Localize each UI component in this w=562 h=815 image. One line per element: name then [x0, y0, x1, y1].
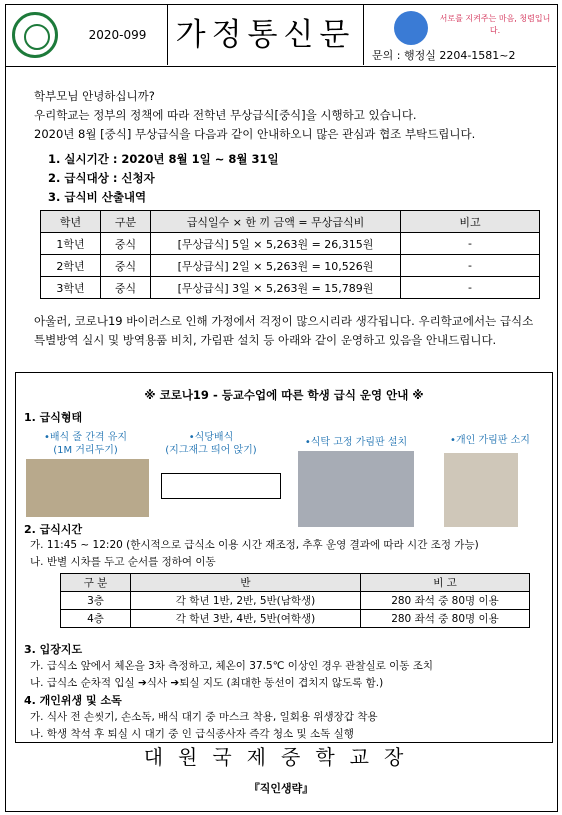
integrity-emblem-icon — [394, 11, 428, 45]
seating-diagram — [161, 473, 281, 499]
table-row: 2학년 중식 [무상급식] 2일 × 5,263원 = 10,526원 - — [41, 255, 540, 277]
table-row: 3학년 중식 [무상급식] 3일 × 5,263원 = 15,789원 - — [41, 277, 540, 299]
doc-number: 2020-099 — [68, 5, 168, 65]
box-title: ※ 코로나19 - 등교수업에 따른 학생 급식 운영 안내 ※ — [144, 388, 424, 402]
caption: •배식 줄 간격 유지 (1M 거리두기) — [43, 432, 128, 456]
table-row: 4층 각 학년 3반, 4반, 5반(여학생) 280 좌석 중 80명 이용 — [61, 610, 530, 628]
newsletter-page — [5, 4, 558, 812]
table-header-row: 학년 구분 급식일수 × 한 끼 금액 = 무상급식비 비고 — [41, 211, 540, 233]
table-row: 1학년 중식 [무상급식] 5일 × 5,263원 = 26,315원 - — [41, 233, 540, 255]
caption: •개인 가림판 소지 — [450, 435, 530, 446]
contact: 문의 : 행정실 2204-1581~2 — [372, 49, 516, 62]
seal-omitted: 『직인생략』 — [248, 782, 314, 795]
page-title: 가정통신문 — [168, 5, 364, 65]
caption: •식탁 고정 가림판 설치 — [304, 437, 408, 448]
signature: 대원국제중학교장 — [143, 745, 419, 769]
partition-photo — [298, 451, 414, 527]
fee-table — [40, 210, 540, 299]
intro: 학부모님 안녕하십니까? 우리학교는 정부의 정책에 따라 전학년 무상급식[중식]을 시행하고 있습니다. 2020년 8월 [중식] 무상급식을 다음과 같이 안내하오니 많은 관심과 협조 부탁드립니다. — [34, 89, 476, 141]
items: 1. 실시기간 : 2020년 8월 1일 ~ 8월 31일 2. 급식대상 : 신청자 3. 급식비 산출내역 — [48, 152, 279, 204]
header — [6, 5, 556, 67]
covid-guide-box: ※ 코로나19 - 등교수업에 따른 학생 급식 운영 안내 ※ 1. 급식형태 •배식 줄 간격 유지 (1M 거리두기) •식당배식 (지그재그 띄어 앉기) •식탁 고정 가림판 설치 •개인 가림판 소지 2. 급식시간 가. 11:45 ~ 12:20 (한시적으로 급식소 이용 시간 재조정, 추후 운영 결과에 따라 시간 조정 가능) 나. 반별 시차를 두고 순서를 정하여 이동 구 분 반 비 고 3층 각 학년 1반, 2반, 5반(남학생) 280 좌석 중 80명 이용 4층 각 학년 3반, 4반, 5반(여학생) 280 좌석 중 80명 이용 3. 입장지도 가. 급식소 앞에서 체온을 3차 측정하고, 체온이 37.5℃ 이상인 경우 관찰실로 이동 조치 나. 급식소 순차적 입실 ➔식사 ➔퇴실 지도 (최대한 동선이 겹치지 않도록 함.) 4. 개인위생 및 소독 가. 식사 전 손씻기, 손소독, 배식 대기 중 마스크 착용, 일회용 위생장갑 착용 나. 학생 착석 후 퇴실 시 대기 중 인 급식종사자 즉각 청소 및 소독 실행 — [15, 372, 553, 743]
floor-table: 구 분 반 비 고 3층 각 학년 1반, 2반, 5반(남학생) 280 좌석 중 80명 이용 4층 각 학년 3반, 4반, 5반(여학생) 280 좌석 중 80명 이용 — [60, 573, 530, 628]
personal-partition-photo — [444, 453, 518, 527]
slogan: 서로를 지켜주는 마음, 청렴입니다. — [439, 14, 551, 35]
section-heading: 2. 급식시간 — [24, 523, 83, 536]
section-heading: 3. 입장지도 — [24, 643, 83, 656]
section-heading: 1. 급식형태 — [24, 411, 83, 424]
table-row: 3층 각 학년 1반, 2반, 5반(남학생) 280 좌석 중 80명 이용 — [61, 592, 530, 610]
paragraph: 아울러, 코로나19 바이러스로 인해 가정에서 걱정이 많으시리라 생각됩니다. 우리학교에서는 급식소 특별방역 실시 및 방역용품 비치, 가림판 설치 등 아래와 같이 운영하고 있음을 안내드립니다. — [34, 314, 534, 347]
queue-photo — [26, 459, 149, 517]
section-heading: 4. 개인위생 및 소독 — [24, 694, 122, 707]
caption: •식당배식 (지그재그 띄어 앉기) — [165, 432, 257, 456]
school-logo-icon — [12, 12, 58, 58]
